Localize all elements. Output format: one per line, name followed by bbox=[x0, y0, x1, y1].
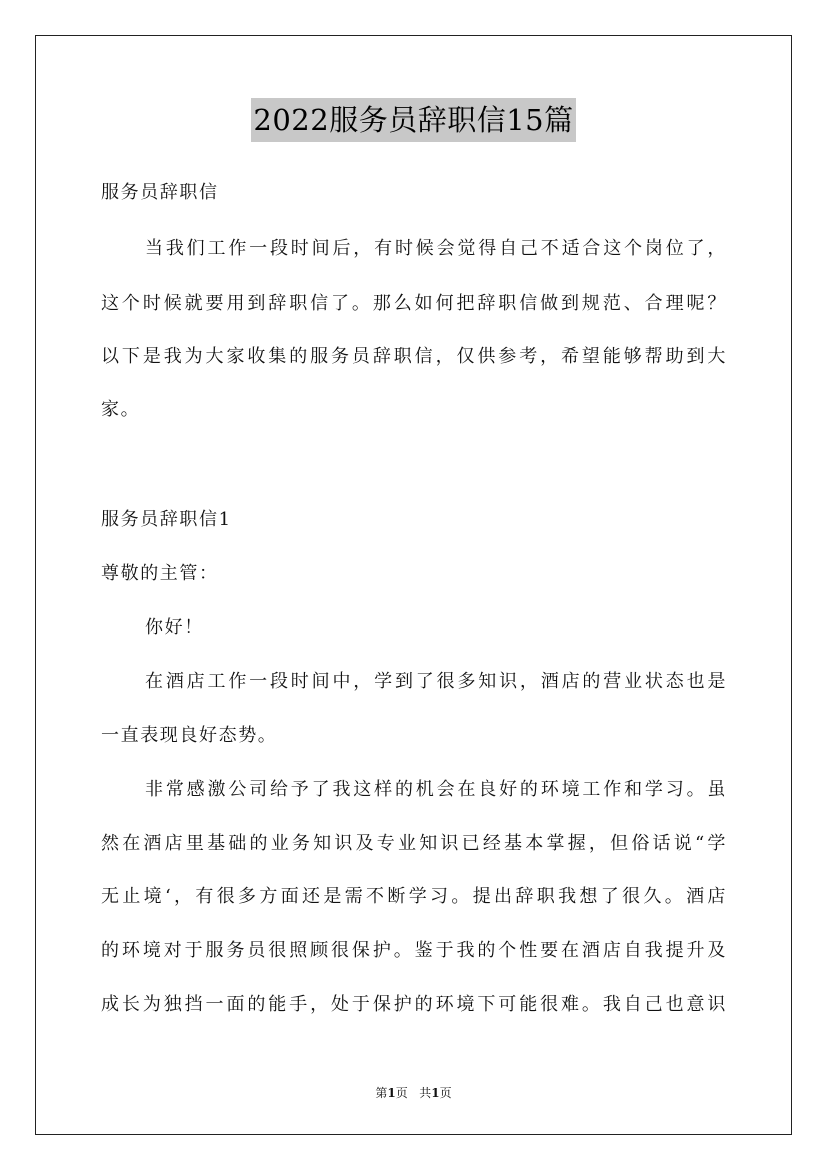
para2-line-4: 的环境对于服务员很照顾很保护。鉴于我的个性要在酒店自我提升及 bbox=[101, 940, 727, 961]
footer-page-suffix: 页 bbox=[395, 1086, 408, 1100]
salutation: 尊敬的主管： bbox=[101, 563, 219, 584]
intro-line-1: 当我们工作一段时间后，有时候会觉得自己不适合这个岗位了， bbox=[145, 238, 727, 259]
title-container bbox=[0, 98, 827, 142]
intro-line-2: 这个时候就要用到辞职信了。那么如何把辞职信做到规范、合理呢？ bbox=[101, 293, 727, 314]
section-subtitle: 服务员辞职信 bbox=[101, 182, 219, 203]
letter-heading: 服务员辞职信1 bbox=[101, 509, 232, 530]
footer-total-prefix: 共 bbox=[419, 1086, 432, 1100]
footer-page-prefix: 第 bbox=[375, 1086, 388, 1100]
footer-total-suffix: 页 bbox=[439, 1086, 452, 1100]
footer-total-number: 1 bbox=[431, 1086, 440, 1100]
page-footer bbox=[0, 1084, 827, 1101]
para2-line-1: 非常感激公司给予了我这样的机会在良好的环境工作和学习。虽 bbox=[145, 779, 727, 800]
footer-page-number: 1 bbox=[387, 1086, 396, 1100]
para2-line-2: 然在酒店里基础的业务知识及专业知识已经基本掌握，但俗话说“学 bbox=[101, 833, 727, 854]
intro-line-4: 家。 bbox=[101, 399, 141, 420]
intro-line-3: 以下是我为大家收集的服务员辞职信，仅供参考，希望能够帮助到大 bbox=[101, 346, 727, 367]
document-title: 2022服务员辞职信15篇 bbox=[251, 98, 575, 142]
para1-line-1: 在酒店工作一段时间中，学到了很多知识，酒店的营业状态也是 bbox=[145, 671, 727, 692]
greeting: 你好！ bbox=[145, 617, 204, 638]
para2-line-3: 无止境‘，有很多方面还是需不断学习。提出辞职我想了很久。酒店 bbox=[101, 886, 727, 907]
para1-line-2: 一直表现良好态势。 bbox=[101, 725, 278, 746]
para2-line-5: 成长为独挡一面的能手，处于保护的环境下可能很难。我自己也意识 bbox=[101, 994, 727, 1015]
